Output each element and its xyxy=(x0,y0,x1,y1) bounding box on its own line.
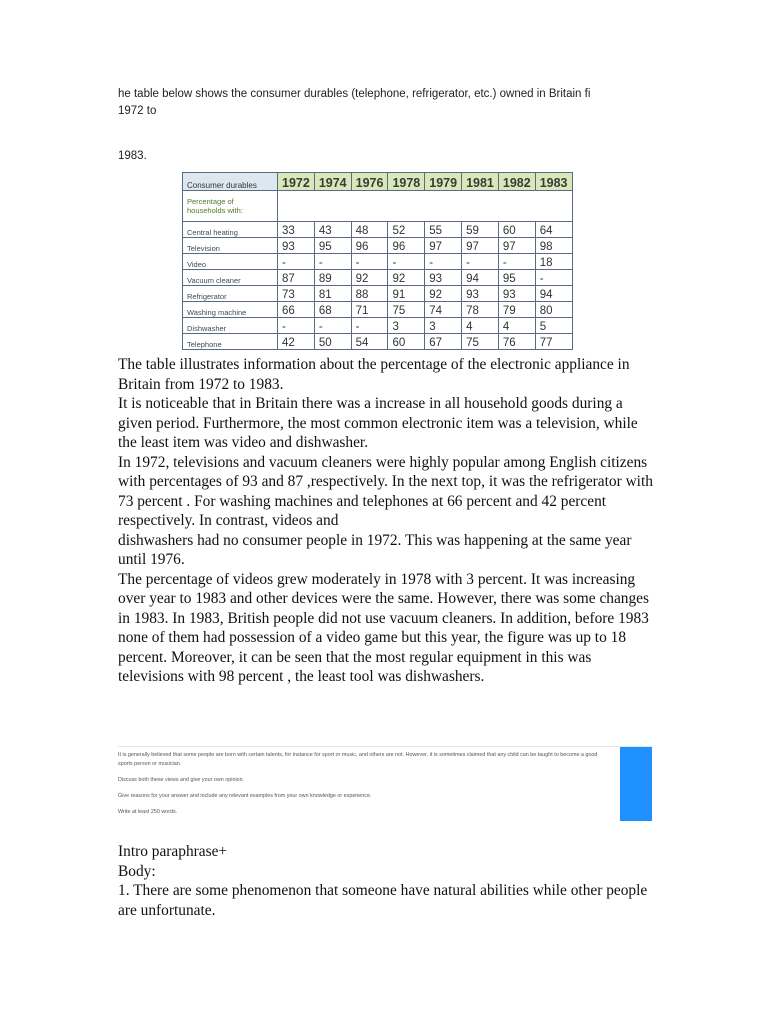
table-cell: - xyxy=(462,254,499,270)
table-cell: - xyxy=(351,254,388,270)
year-header: 1981 xyxy=(462,173,499,191)
essay-paragraph: The table illustrates information about the percentage of the electronic appliance in Britain from 1972 to 1983. xyxy=(118,356,630,393)
task-instruction: Write at least 250 words. xyxy=(118,809,178,815)
subheader-empty xyxy=(278,191,573,222)
table-cell: 79 xyxy=(498,302,535,318)
table-cell: 93 xyxy=(462,286,499,302)
year-header: 1978 xyxy=(388,173,425,191)
table-cell: 91 xyxy=(388,286,425,302)
table-cell: 75 xyxy=(388,302,425,318)
essay-paragraph: The percentage of videos grew moderately in 1978 with 3 percent. It was increasing over year to 1983 and other devices were the same. However, there was some changes in 1983. In 1983, British people did not use vacuum cleaners. In addition, before 1983 none of them had possession of a video game but this year, the figure was up to 18 percent. Moreover, it can be seen that the most regular equipment in this was televisions with 98 percent , the least tool was dishwashers. xyxy=(118,570,650,685)
essay-paragraph: It is noticeable that in Britain there was a increase in all household goods during a given period. Furthermore, the most common electronic item was a television, while the least item was video and dishwasher. xyxy=(118,395,638,451)
table-cell: 71 xyxy=(351,302,388,318)
year-header: 1974 xyxy=(314,173,351,191)
table-cell: 18 xyxy=(535,254,572,270)
essay-paragraph: dishwashers had no consumer people in 1972. This was happening at the same year until 1976. xyxy=(118,531,632,568)
table-cell: 93 xyxy=(425,270,462,286)
table-cell: - xyxy=(498,254,535,270)
year-header: 1976 xyxy=(351,173,388,191)
table-cell: 48 xyxy=(351,222,388,238)
table-cell: 60 xyxy=(498,222,535,238)
prompt-line-3: 1983. xyxy=(118,150,147,162)
row-label: Vacuum cleaner xyxy=(183,270,278,286)
table-cell: 43 xyxy=(314,222,351,238)
table-cell: 92 xyxy=(388,270,425,286)
table-cell: 88 xyxy=(351,286,388,302)
table-row xyxy=(183,302,573,318)
table-cell: 33 xyxy=(278,222,315,238)
table-cell: 78 xyxy=(462,302,499,318)
row-label: Television xyxy=(183,238,278,254)
table-cell: 92 xyxy=(351,270,388,286)
table-cell: - xyxy=(278,254,315,270)
row-label: Dishwasher xyxy=(183,318,278,334)
essay-paragraph: In 1972, televisions and vacuum cleaners were highly popular among English citizens with percentages of 93 and 87 ,respectively. In the next top, it was the refrigerator with 73 percent . For washing machines and telephones at 66 percent and 42 percent respectively. In contrast, videos and xyxy=(118,453,653,529)
table-cell: 42 xyxy=(278,334,315,350)
table-cell: 54 xyxy=(351,334,388,350)
table-cell: - xyxy=(425,254,462,270)
table-row xyxy=(183,286,573,302)
prompt-line-1: he table below shows the consumer durables (telephone, refrigerator, etc.) owned in Britain fi xyxy=(118,88,591,100)
table-cell: 98 xyxy=(535,238,572,254)
table-cell: 68 xyxy=(314,302,351,318)
table-cell: - xyxy=(278,318,315,334)
task-question-image xyxy=(118,746,652,821)
outline-notes xyxy=(118,842,658,920)
table-cell: 60 xyxy=(388,334,425,350)
subheader-label: Percentage of households with: xyxy=(183,191,278,222)
table-cell: 4 xyxy=(462,318,499,334)
year-header: 1982 xyxy=(498,173,535,191)
table-row xyxy=(183,254,573,270)
task-statement: It is generally believed that some people are born with certain talents, for instance for sport or music, and others are not. However, it is sometimes claimed that any child can be taught to become a good sports person or musician. xyxy=(118,752,598,767)
table-row xyxy=(183,222,573,238)
table-cell: 97 xyxy=(462,238,499,254)
table-cell: 93 xyxy=(278,238,315,254)
year-header: 1983 xyxy=(535,173,572,191)
table-cell: 89 xyxy=(314,270,351,286)
table-cell: 97 xyxy=(498,238,535,254)
table-cell: - xyxy=(535,270,572,286)
row-label: Video xyxy=(183,254,278,270)
table-cell: 96 xyxy=(388,238,425,254)
table-cell: 87 xyxy=(278,270,315,286)
table-cell: 4 xyxy=(498,318,535,334)
prompt-line-2: 1972 to xyxy=(118,105,157,117)
table-cell: 64 xyxy=(535,222,572,238)
table-cell: 96 xyxy=(351,238,388,254)
table-cell: 95 xyxy=(314,238,351,254)
table-subheader-row xyxy=(183,191,573,222)
table-cell: 92 xyxy=(425,286,462,302)
row-label: Telephone xyxy=(183,334,278,350)
table-cell: 3 xyxy=(425,318,462,334)
table-cell: 3 xyxy=(388,318,425,334)
table-cell: 76 xyxy=(498,334,535,350)
table-row xyxy=(183,238,573,254)
notes-line: Intro paraphrase+ xyxy=(118,843,228,860)
table-cell: 66 xyxy=(278,302,315,318)
consumer-durables-table xyxy=(182,172,573,350)
table-cell: 94 xyxy=(535,286,572,302)
table-cell: 74 xyxy=(425,302,462,318)
row-label: Central heating xyxy=(183,222,278,238)
notes-line: 1. There are some phenomenon that someone have natural abilities while other people are unfortunate. xyxy=(118,882,648,919)
year-header: 1979 xyxy=(425,173,462,191)
row-label: Washing machine xyxy=(183,302,278,318)
table-cell: 93 xyxy=(498,286,535,302)
table-cell: 81 xyxy=(314,286,351,302)
header-label: Consumer durables xyxy=(183,173,278,191)
table-cell: - xyxy=(388,254,425,270)
task-prompt xyxy=(118,86,658,165)
table-cell: 55 xyxy=(425,222,462,238)
table-cell: 97 xyxy=(425,238,462,254)
row-label: Refrigerator xyxy=(183,286,278,302)
table-cell: 59 xyxy=(462,222,499,238)
scrollbar[interactable] xyxy=(620,747,652,821)
table-row xyxy=(183,334,573,350)
table-row xyxy=(183,318,573,334)
essay-body xyxy=(118,355,658,687)
table-header-row xyxy=(183,173,573,191)
table-cell: - xyxy=(314,254,351,270)
table-cell: 75 xyxy=(462,334,499,350)
task-question-text xyxy=(118,751,610,824)
table-cell: 95 xyxy=(498,270,535,286)
year-header: 1972 xyxy=(278,173,315,191)
table-cell: 50 xyxy=(314,334,351,350)
notes-line: Body: xyxy=(118,862,156,880)
table-row xyxy=(183,270,573,286)
table-cell: 67 xyxy=(425,334,462,350)
table-cell: - xyxy=(314,318,351,334)
table-cell: 80 xyxy=(535,302,572,318)
task-instruction: Discuss both these views and give your own opinion. xyxy=(118,777,245,783)
table-cell: 77 xyxy=(535,334,572,350)
table-cell: 52 xyxy=(388,222,425,238)
table-cell: 73 xyxy=(278,286,315,302)
table-cell: 5 xyxy=(535,318,572,334)
table-cell: - xyxy=(351,318,388,334)
table-cell: 94 xyxy=(462,270,499,286)
task-instruction: Give reasons for your answer and include any relevant examples from your own knowledge or experience. xyxy=(118,793,372,799)
